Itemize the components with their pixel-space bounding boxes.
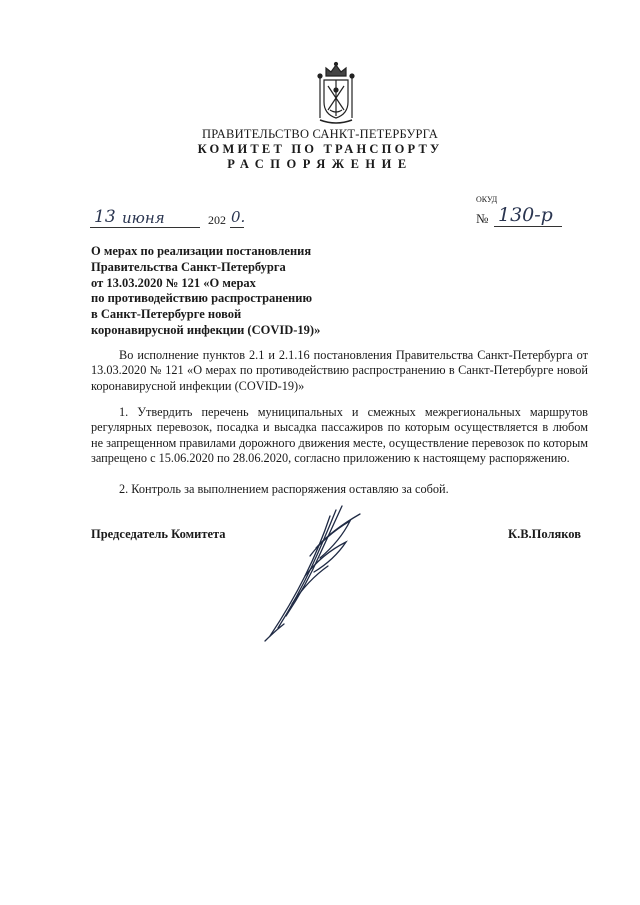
coat-of-arms-emblem: [312, 60, 360, 126]
clause-1-paragraph: 1. Утвердить перечень муниципальных и смежных межрегиональных маршрутов регулярных перевозок, посадка и высадка пассажиров по которым осуществляется в любом не запрещенном правилами дорожного движения месте, осуществление перевозок по которым запрещено с 15.06.2020 по 28.06.2020, согласно приложению к настоящему распоряжению.: [91, 405, 588, 466]
subject-line: по противодействию распространению: [91, 291, 313, 306]
document-number: 130-р: [498, 204, 553, 226]
subject-line: Правительства Санкт-Петербурга: [91, 259, 286, 274]
committee-heading: КОМИТЕТ ПО ТРАНСПОРТУ: [197, 142, 443, 156]
subject-line: в Санкт-Петербурге новой: [91, 307, 242, 322]
subject-line: коронавирусной инфекции (COVID-19)»: [91, 322, 321, 337]
okud-label: ОКУД: [476, 195, 498, 204]
date-underline: [90, 227, 200, 228]
document-subject: [91, 244, 391, 339]
number-label: №: [476, 211, 489, 226]
date-day: 13: [94, 207, 116, 227]
date-month: июня: [122, 209, 165, 227]
subject-line: О мерах по реализации постановления: [91, 244, 312, 258]
handwritten-signature: [250, 496, 380, 646]
date-year-underline: [230, 227, 244, 228]
subject-line: от 13.03.2020 № 121 «О мерах: [91, 275, 256, 290]
signer-title: Председатель Комитета: [91, 527, 226, 541]
date-year-suffix: 0.: [231, 208, 246, 226]
document-date: [90, 207, 252, 229]
government-heading: ПРАВИТЕЛЬСТВО САНКТ-ПЕТЕРБУРГА: [202, 127, 438, 141]
preamble-paragraph: Во исполнение пунктов 2.1 и 2.1.16 постановления Правительства Санкт-Петербурга от 13.03.2020 № 121 «О мерах по противодействию распространению в Санкт-Петербурге новой коронавирусной инфекции (COVID-19)»: [91, 348, 588, 393]
signer-name: К.В.Поляков: [508, 527, 581, 541]
clause-2-paragraph: 2. Контроль за выполнением распоряжения оставляю за собой.: [119, 482, 449, 496]
number-underline: [494, 226, 562, 227]
document-type-heading: РАСПОРЯЖЕНИЕ: [227, 157, 413, 171]
date-year-prefix: 202: [208, 213, 226, 227]
